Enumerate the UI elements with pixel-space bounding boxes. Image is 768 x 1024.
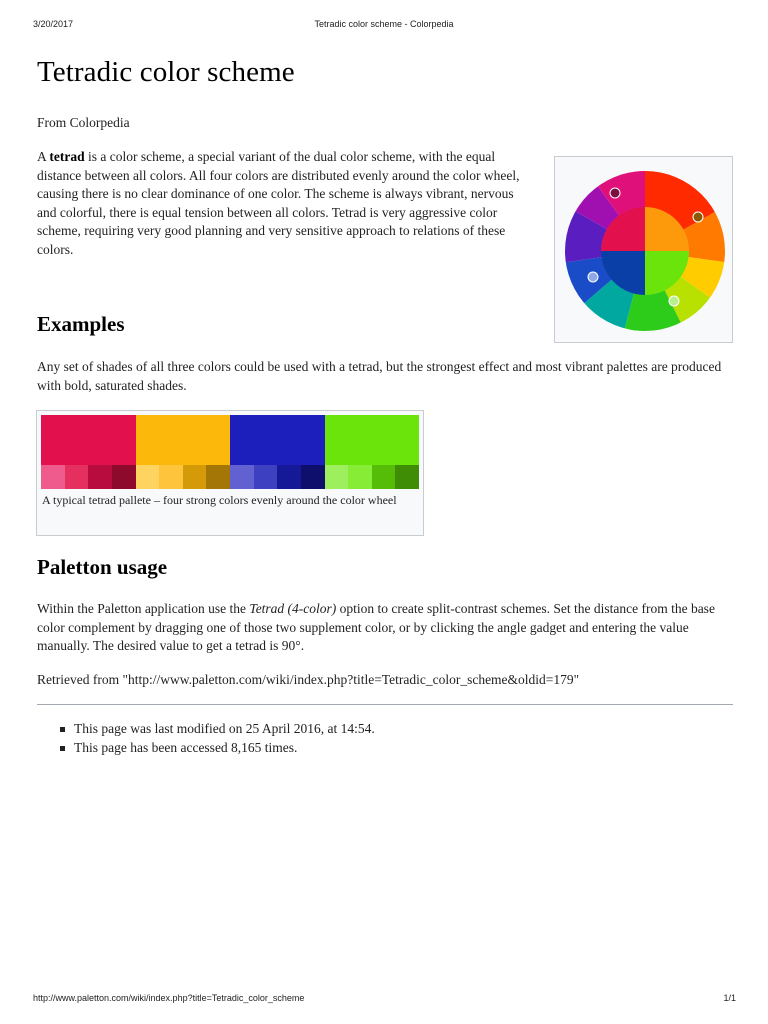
shade-swatch <box>325 465 349 489</box>
shade-swatch <box>183 465 207 489</box>
palette-caption: A typical tetrad pallete – four strong colors evenly around the color wheel <box>42 493 397 507</box>
shade-swatch <box>41 465 65 489</box>
palette-figure <box>36 410 424 536</box>
shade-swatch <box>230 465 254 489</box>
retrieved-from: Retrieved from "http://www.paletton.com/wiki/index.php?title=Tetradic_color_scheme&oldid=179" <box>37 672 580 687</box>
shade-swatch <box>159 465 183 489</box>
wheel-marker <box>588 272 598 282</box>
page-title: Tetradic color scheme <box>37 56 295 88</box>
palette-color-3 <box>230 415 325 489</box>
print-footer <box>0 993 768 1007</box>
tetrad-palette <box>41 415 419 489</box>
paletton-heading: Paletton usage <box>37 555 168 579</box>
shade-row <box>325 465 420 489</box>
shade-row <box>41 465 136 489</box>
shade-swatch <box>395 465 419 489</box>
color-wheel-image <box>561 163 726 336</box>
wheel-marker <box>669 296 679 306</box>
shade-row <box>136 465 231 489</box>
examples-heading: Examples <box>37 312 125 336</box>
print-title: Tetradic color scheme - Colorpedia <box>314 19 454 29</box>
wheel-marker <box>693 212 703 222</box>
main-swatch <box>230 415 325 465</box>
tetrad-term: tetrad <box>49 149 85 164</box>
site-subtitle: From Colorpedia <box>37 115 130 130</box>
shade-swatch <box>254 465 278 489</box>
palette-color-2 <box>136 415 231 489</box>
shade-swatch <box>112 465 136 489</box>
divider <box>37 704 733 705</box>
footer-info-list <box>37 720 375 757</box>
access-count: This page has been accessed 8,165 times. <box>37 739 375 758</box>
palette-color-1 <box>41 415 136 489</box>
palette-color-4 <box>325 415 420 489</box>
shade-swatch <box>65 465 89 489</box>
print-date: 3/20/2017 <box>33 19 74 29</box>
color-wheel-figure <box>554 156 733 343</box>
wheel-marker <box>610 188 620 198</box>
shade-swatch <box>348 465 372 489</box>
paletton-paragraph: Within the Paletton application use the Tetrad (4-color) option to create split-contrast schemes. Set the distance from the base color complement by dragging one of those two supplement color, or by clicking the angle gadget and entering the value manually. The desired value to get a tetrad is 90°. <box>37 601 715 653</box>
main-swatch <box>41 415 136 465</box>
main-swatch <box>325 415 420 465</box>
shade-swatch <box>372 465 396 489</box>
shade-row <box>230 465 325 489</box>
shade-swatch <box>277 465 301 489</box>
last-modified: This page was last modified on 25 April 2016, at 14:54. <box>37 720 375 739</box>
intro-paragraph: A tetrad is a color scheme, a special variant of the dual color scheme, with the equal distance between all colors. All four colors are distributed evenly around the color wheel, causing there is no clear dominance of one color. The scheme is always vibrant, nervous and colorful, there is equal tension between all colors. Tetrad is very aggressive color scheme, requiring very good planning and very sensitive approach to relations of these colors. <box>37 149 520 257</box>
shade-swatch <box>301 465 325 489</box>
shade-swatch <box>136 465 160 489</box>
shade-swatch <box>206 465 230 489</box>
print-header <box>0 19 768 33</box>
main-swatch <box>136 415 231 465</box>
shade-swatch <box>88 465 112 489</box>
print-url: http://www.paletton.com/wiki/index.php?title=Tetradic_color_scheme <box>33 993 305 1003</box>
print-page-number: 1/1 <box>723 993 736 1003</box>
tetrad-option-name: Tetrad (4-color) <box>249 601 337 616</box>
examples-paragraph: Any set of shades of all three colors could be used with a tetrad, but the strongest effect and most vibrant palettes are produced with bold, saturated shades. <box>37 359 722 393</box>
